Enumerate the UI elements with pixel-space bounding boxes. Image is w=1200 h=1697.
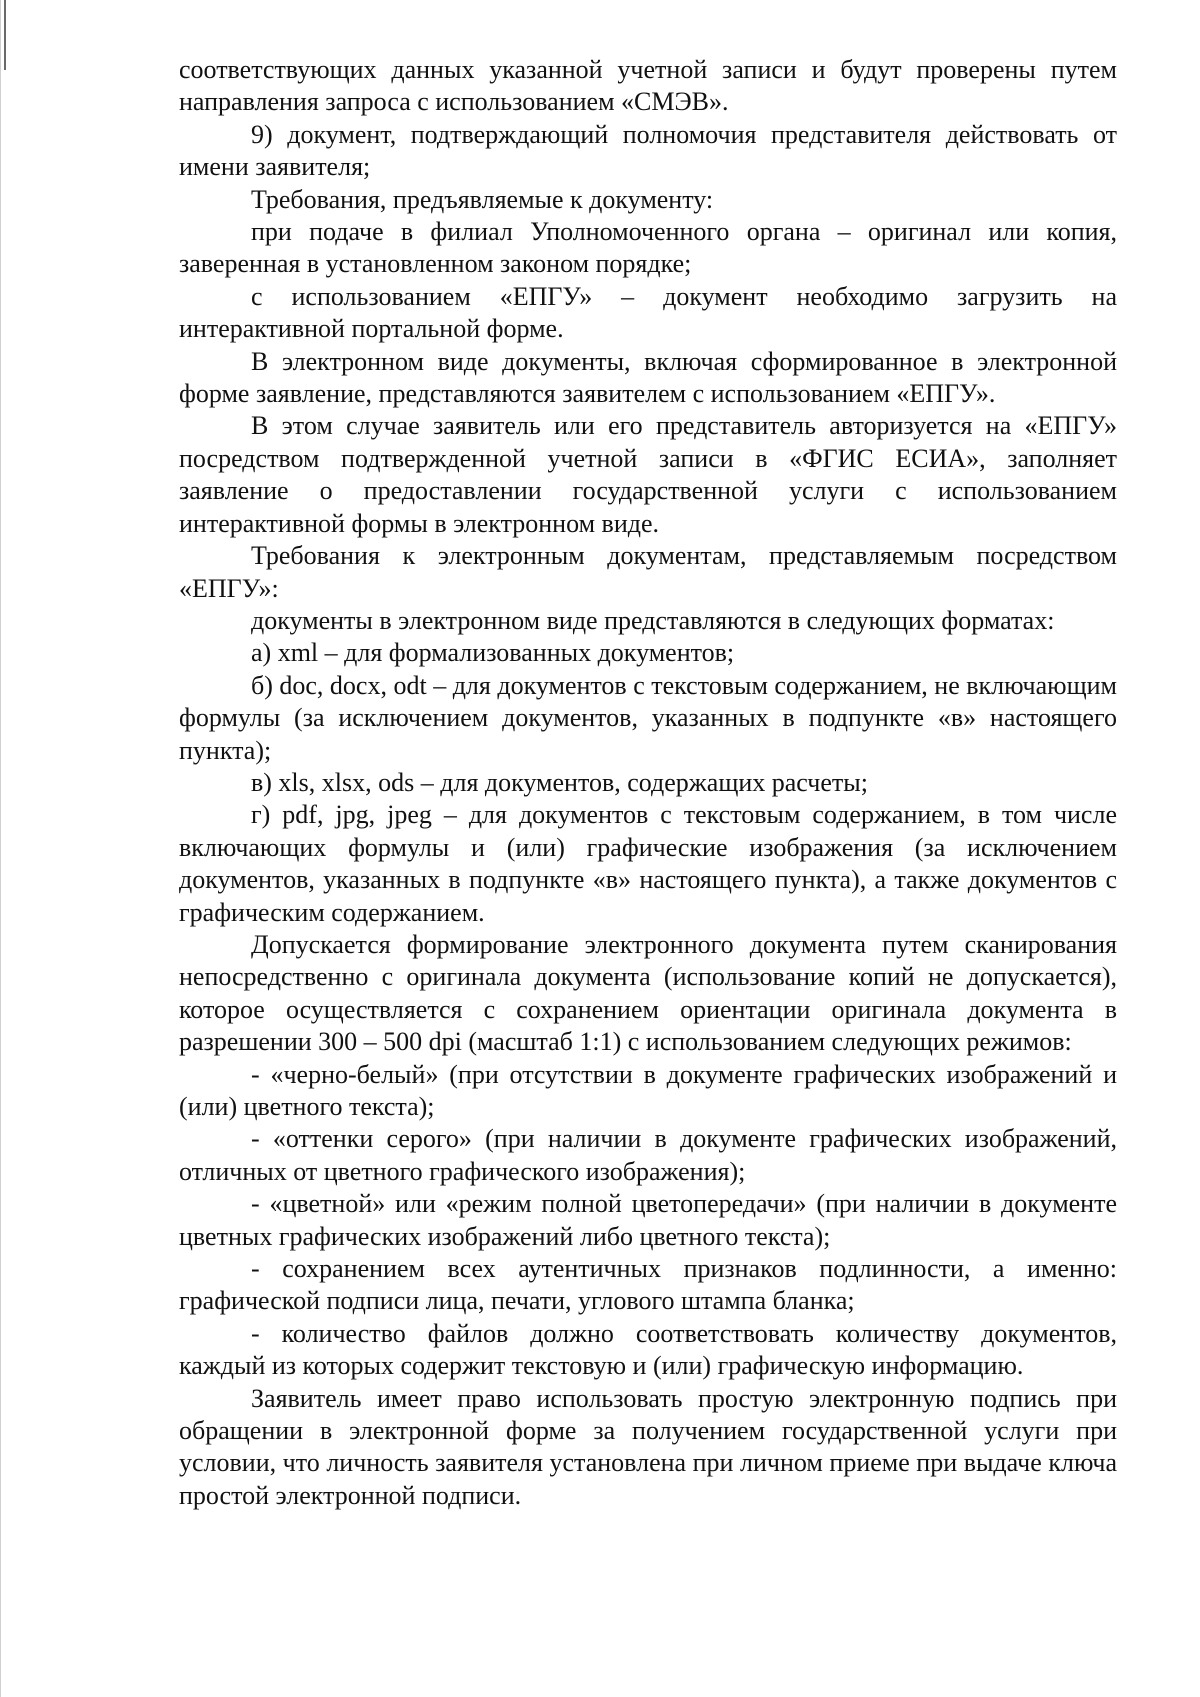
paragraph-format-b: б) doc, docx, odt – для документов с текстовым содержанием, не включающим формулы (за исключением документов, указанных в подпункте «в» настоящего пункта);: [179, 670, 1117, 765]
paragraph-requirements-heading: Требования, предъявляемые к документу:: [251, 184, 714, 214]
paragraph-mode-gray: - «оттенки серого» (при наличии в документе графических изображений, отличных от цветного графического изображения);: [179, 1124, 1117, 1186]
scan-edge-mark: [4, 0, 6, 70]
paragraph-scanning: Допускается формирование электронного документа путем сканирования непосредственно с оригинала документа (использование копий не допускается), которое осуществляется с сохранением ориентации оригинала документа в разрешении 300 – 500 dpi (масштаб 1:1) с использованием следующих режимов:: [179, 929, 1117, 1057]
paragraph-format-v: в) xls, xlsx, ods – для документов, содержащих расчеты;: [251, 767, 868, 797]
paragraph-electronic-requirements: Требования к электронным документам, представляемым посредством «ЕПГУ»:: [179, 541, 1117, 603]
paragraph-epgu-upload: с использованием «ЕПГУ» – документ необходимо загрузить на интерактивной портальной форме.: [179, 281, 1117, 344]
paragraph-authorization: В этом случае заявитель или его представитель авторизуется на «ЕПГУ» посредством подтвержденной учетной записи в «ФГИС ЕСИА», заполняет заявление о предоставлении государственной услуги с использованием интерактивной формы в электронном виде.: [179, 411, 1117, 538]
paragraph-electronic-documents: В электронном виде документы, включая сформированное в электронной форме заявление, представляются заявителем с использованием «ЕПГУ».: [179, 346, 1117, 409]
document-body: [179, 54, 1117, 1512]
paragraph-mode-color: - «цветной» или «режим полной цветопередачи» (при наличии в документе цветных графических изображений либо цветного текста);: [179, 1189, 1117, 1251]
paragraph-simple-signature: Заявитель имеет право использовать простую электронную подпись при обращении в электронной форме за получением государственной услуги при условии, что личность заявителя установлена при личном приеме при выдаче ключа простой электронной подписи.: [179, 1383, 1117, 1510]
paragraph-branch-submission: при подаче в филиал Уполномоченного органа – оригинал или копия, заверенная в установленном законом порядке;: [179, 217, 1117, 279]
paragraph-format-a: а) xml – для формализованных документов;: [251, 638, 735, 668]
paragraph-item-9: 9) документ, подтверждающий полномочия представителя действовать от имени заявителя;: [179, 119, 1117, 182]
paragraph-authenticity: - сохранением всех аутентичных признаков подлинности, а именно: графической подписи лица, печати, углового штампа бланка;: [179, 1254, 1117, 1316]
paragraph-mode-bw: - «черно-белый» (при отсутствии в документе графических изображений и (или) цветного текста);: [179, 1059, 1117, 1121]
paragraph-formats-intro: документы в электронном виде представляются в следующих форматах:: [251, 605, 1055, 635]
paragraph-file-count: - количество файлов должно соответствовать количеству документов, каждый из которых содержит текстовую и (или) графическую информацию.: [179, 1318, 1117, 1381]
paragraph-format-g: г) pdf, jpg, jpeg – для документов с текстовым содержанием, в том числе включающих формулы и (или) графические изображения (за исключением документов, указанных в подпункте «в» настоящего пункта), а также документов с графическим содержанием.: [179, 800, 1117, 927]
paragraph-continuation: соответствующих данных указанной учетной записи и будут проверены путем направления запроса с использованием «СМЭВ».: [179, 55, 1117, 117]
